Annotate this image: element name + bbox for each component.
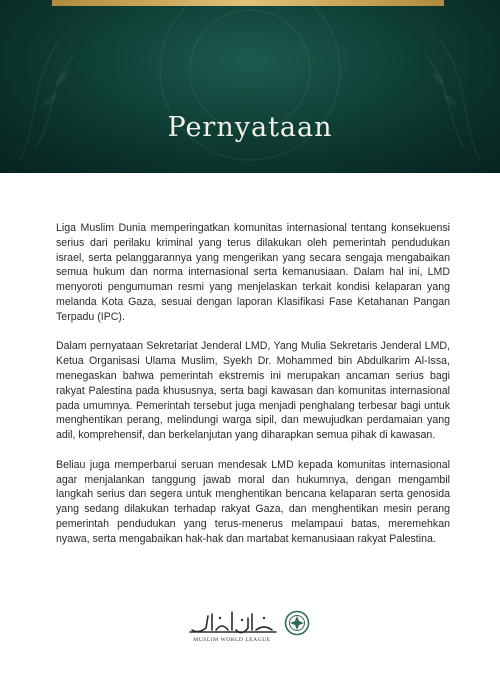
page-title: Pernyataan: [167, 112, 333, 143]
muslim-world-league-logo: [0, 608, 500, 658]
paragraph-3: Beliau juga memperbarui seruan mendesak LMD kepada komunitas internasional agar menjalankan tanggung jawab moral dan hukumnya, dengan mengambil langkah serius dan segera untuk menghentikan bencana kelaparan serta genosida yang sedang dilakukan terhadap rakyat Gaza, dan menghentikan mesin perang pemerintah pendudukan yang terus-menerus melampaui batas, meremehkan nyawa, serta mengabaikan hak-hak dan martabat kemanusiaan rakyat Palestina.: [56, 458, 450, 545]
header-banner: [0, 0, 500, 173]
decorative-pattern: [0, 0, 500, 173]
statement-body: [56, 221, 450, 561]
logo-arabic-calligraphy: [186, 608, 280, 638]
logo-caption: MUSLIM WORLD LEAGUE: [193, 637, 271, 643]
paragraph-1: Liga Muslim Dunia memperingatkan komunitas internasional tentang konsekuensi serius dari perilaku kriminal yang terus dilakukan oleh pemerintah pendudukan israel, serta pelanggarannya yang mengerikan yang secara sengaja mengabaikan semua hukum dan norma internasional serta kemanusiaan. Dalam hal ini, LMD menyoroti pengumuman resmi yang menjelaskan terkait kondisi kelaparan yang melanda Kota Gaza, sesuai dengan laporan Klasifikasi Fase Ketahanan Pangan Terpadu (IPC).: [56, 222, 450, 323]
league-emblem-icon: [284, 610, 310, 636]
paragraph-2: Dalam pernyataan Sekretariat Jenderal LMD, Yang Mulia Sekretaris Jenderal LMD, Ketua Organisasi Ulama Muslim, Syekh Dr. Mohammed bin Abdulkarim Al-Issa, menegaskan bahwa pemerintah ekstremis ini merupakan ancaman serius bagi rakyat Palestina pada khususnya, serta bagi kawasan dan komunitas internasional pada umumnya. Pemerintah tersebut juga menjadi penghalang terbesar bagi untuk menghentikan perang, melindungi warga sipil, dan mewujudkan perdamaian yang adil, komprehensif, dan berkelanjutan yang diharapkan semua pihak di kawasan.: [56, 340, 450, 442]
